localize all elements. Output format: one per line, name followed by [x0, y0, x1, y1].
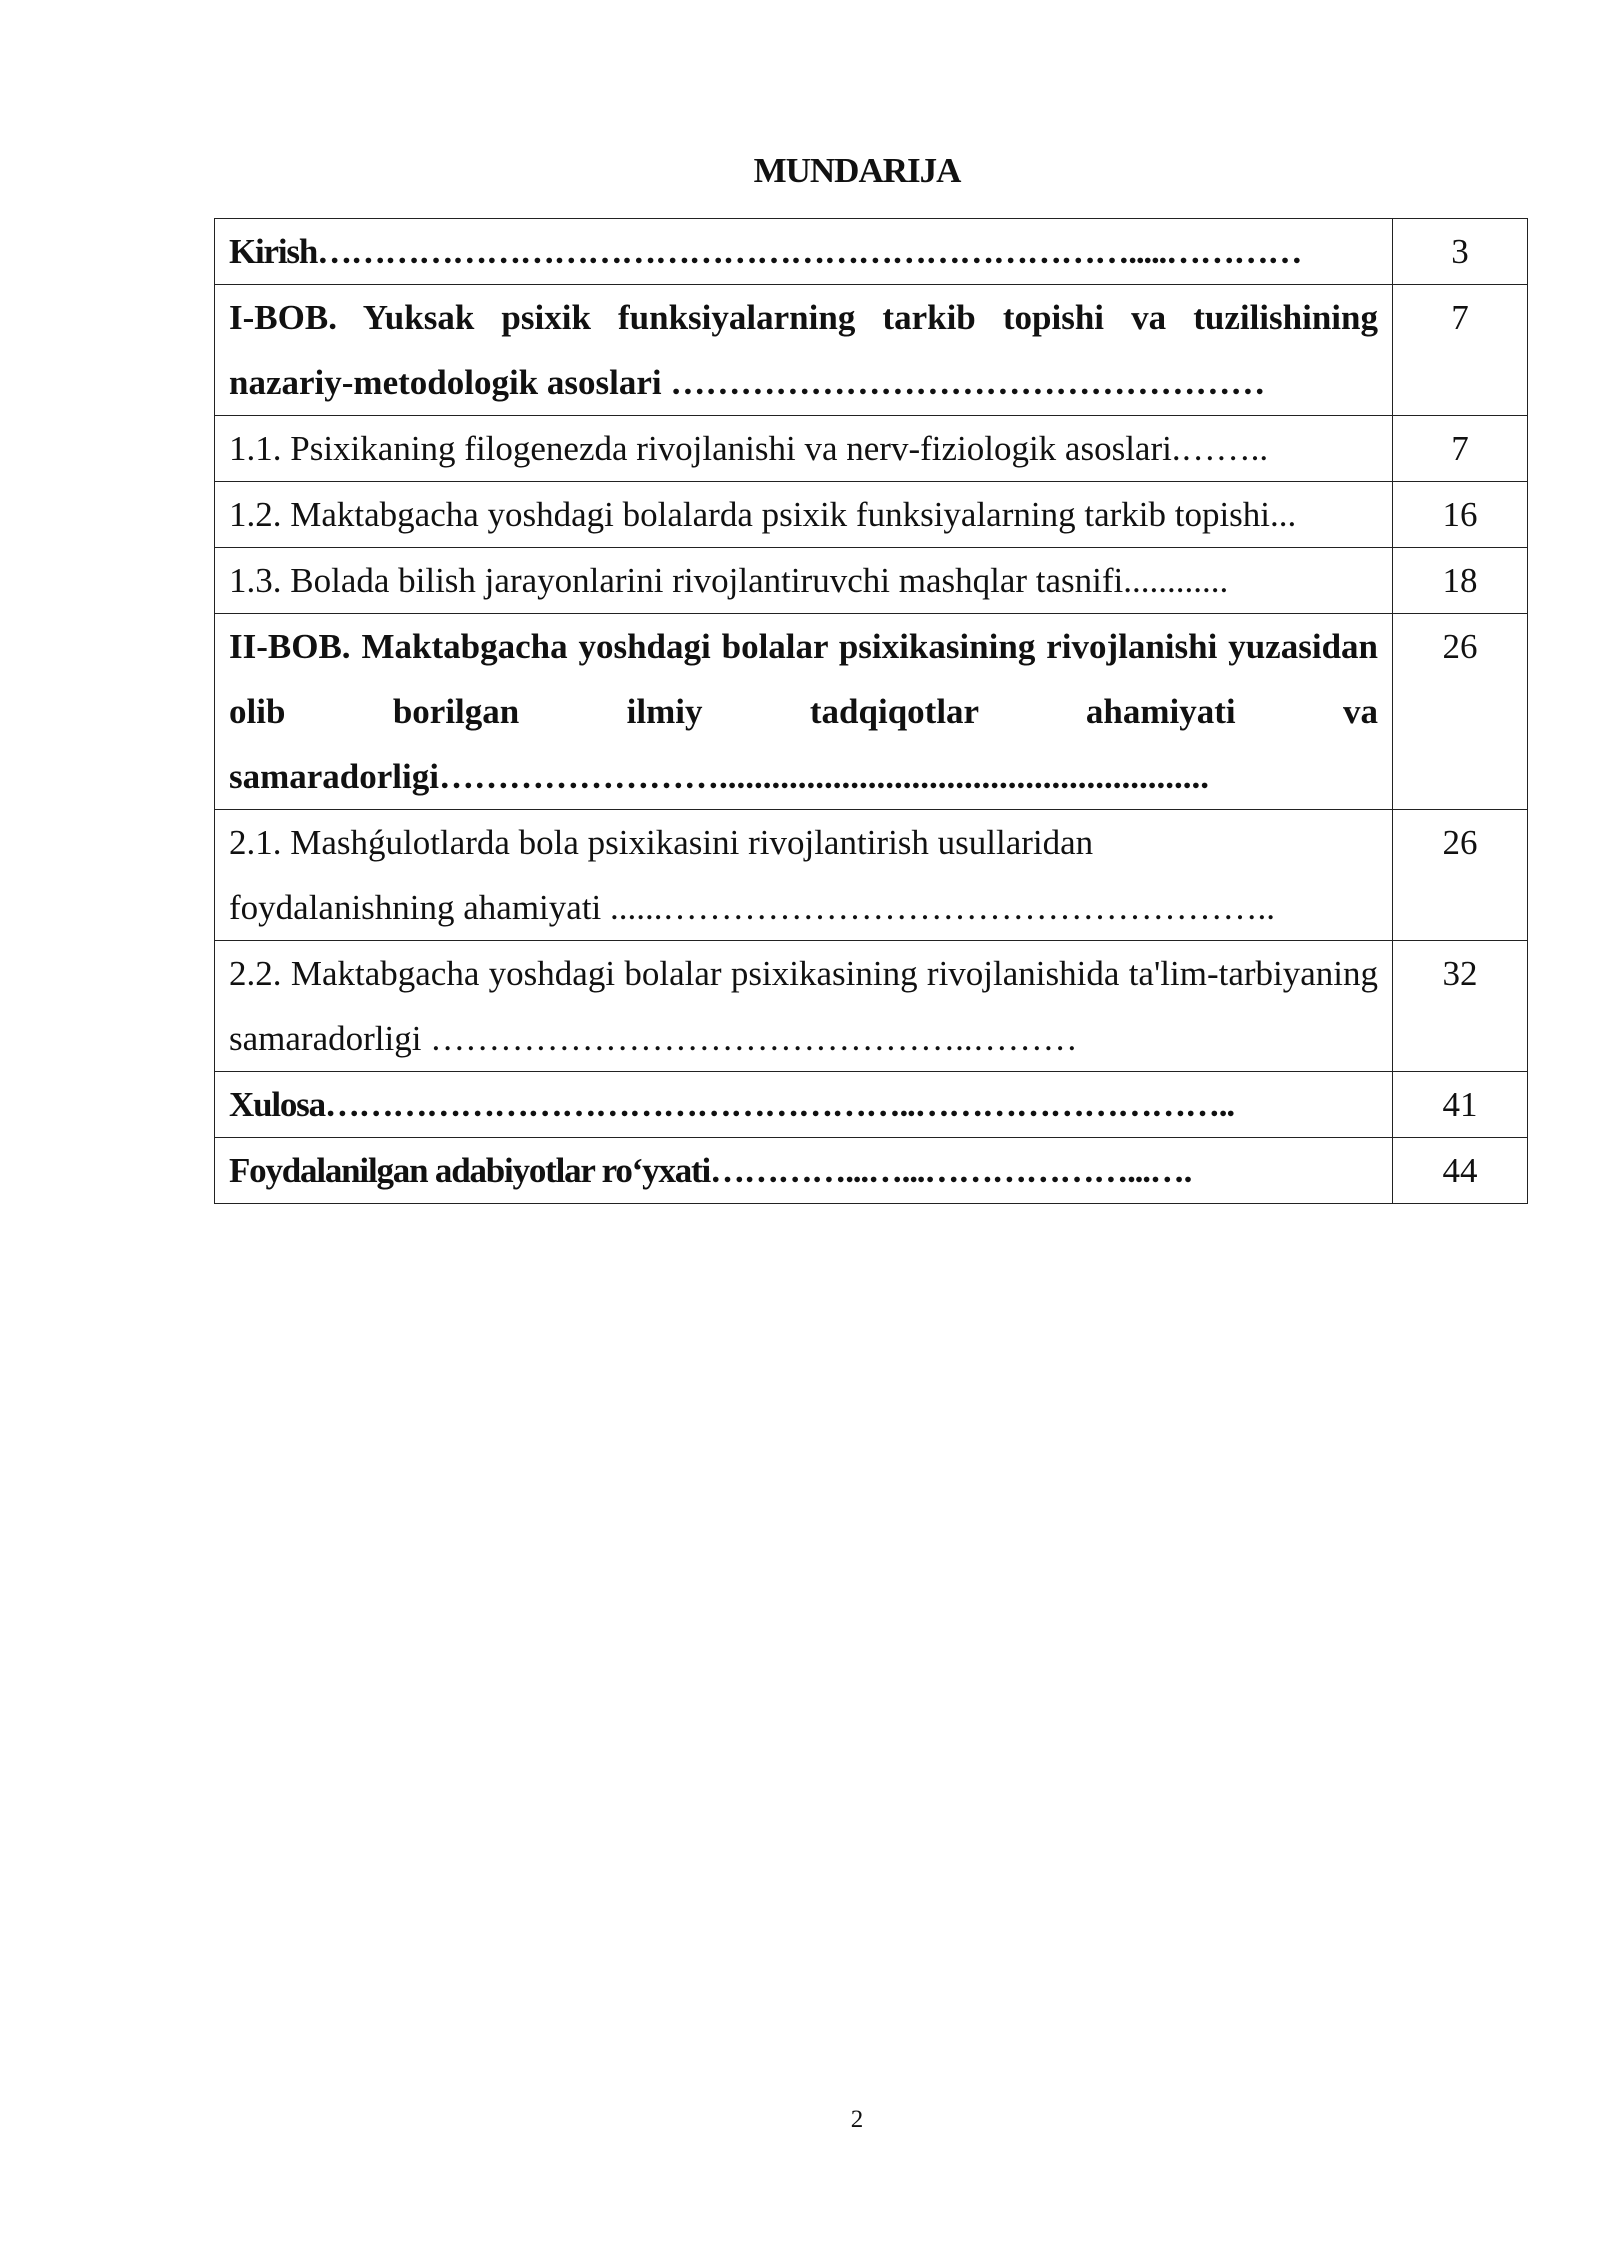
toc-entry-title: 1.2. Maktabgacha yoshdagi bolalarda psixik funksiyalarning tarkib topishi... [215, 482, 1393, 548]
toc-entry-title-end: foydalanishning ahamiyati ......…………………………………………….. [229, 888, 1276, 927]
toc-entry-page: 16 [1393, 482, 1528, 548]
toc-row-section-1-1 [215, 416, 1528, 482]
toc-entry-title: 1.3. Bolada bilish jarayonlarini rivojlantiruvchi mashqlar tasnifi............ [215, 548, 1393, 614]
toc-entry-title: Kirish……………………………………………………………….....………… [215, 219, 1393, 285]
toc-row-chapter-2 [215, 614, 1528, 810]
toc-entry-page: 26 [1393, 614, 1528, 810]
toc-entry-page: 32 [1393, 941, 1528, 1072]
toc-entry-title-end: samaradorligi……………………........................................................ [229, 757, 1209, 796]
toc-entry-page: 18 [1393, 548, 1528, 614]
toc-entry-page: 44 [1393, 1138, 1528, 1204]
toc-entry-page: 41 [1393, 1072, 1528, 1138]
page-title: MUNDARIJA [753, 151, 961, 190]
toc-entry-title: Foydalanilgan adabiyotlar ro‘yxati…………...…...………………...…. [215, 1138, 1393, 1204]
toc-entry-page: 7 [1393, 416, 1528, 482]
toc-row-chapter-1 [215, 285, 1528, 416]
toc-entry-page: 7 [1393, 285, 1528, 416]
toc-entry-title: 2.2. Maktabgacha yoshdagi bolalar psixikasining rivojlanishida ta'lim-tarbiyaning samaradorligi ………………………………………..……… [215, 941, 1393, 1072]
toc-entry-title [215, 810, 1393, 941]
toc-entry-title: I-BOB. Yuksak psixik funksiyalarning tarkib topishi va tuzilishining nazariy-metodologik asoslari …………………………………………… [215, 285, 1393, 416]
toc-entry-page: 3 [1393, 219, 1528, 285]
toc-row-section-2-1 [215, 810, 1528, 941]
toc-entry-title-main: II-BOB. Maktabgacha yoshdagi bolalar psixikasining rivojlanishi yuzasidan olib borilgan ilmiy tadqiqotlar ahamiyati va [229, 627, 1378, 731]
toc-row-section-1-3 [215, 548, 1528, 614]
toc-row-section-2-2 [215, 941, 1528, 1072]
toc-entry-title [215, 614, 1393, 810]
toc-entry-page: 26 [1393, 810, 1528, 941]
toc-entry-title-main: 2.1. Mashǵulotlarda bola psixikasini rivojlantirish usullaridan [229, 823, 1094, 862]
toc-entry-title: Xulosa……………………………………………..……………………….. [215, 1072, 1393, 1138]
toc-row-references [215, 1138, 1528, 1204]
toc-row-introduction [215, 219, 1528, 285]
toc-entry-title: 1.1. Psixikaning filogenezda rivojlanishi va nerv-fiziologik asoslari.…….. [215, 416, 1393, 482]
table-of-contents [214, 218, 1528, 1204]
toc-row-conclusion [215, 1072, 1528, 1138]
page-number: 2 [850, 2106, 864, 2133]
toc-row-section-1-2 [215, 482, 1528, 548]
